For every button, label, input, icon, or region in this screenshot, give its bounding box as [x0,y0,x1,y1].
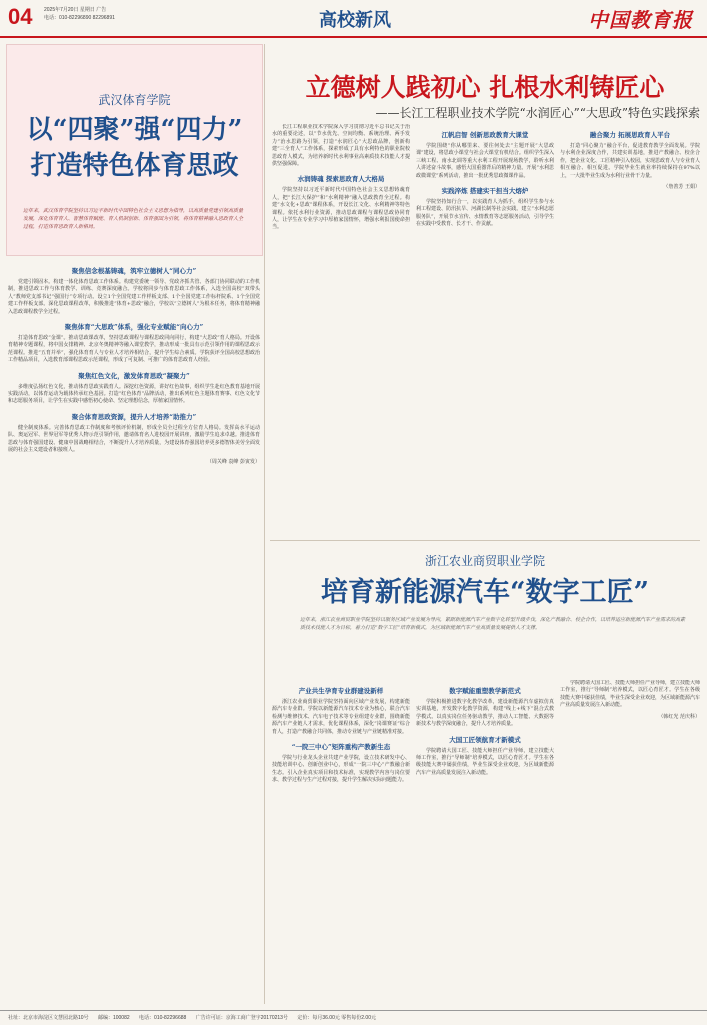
issue-date: 2025年7月20日 星期日 广告 [44,7,107,13]
story2-paragraph: 学院坚持知行合一，以实践育人为抓手，组织学生参与水利工程建设、防汛抗旱、河湖长制等社会实践。建立“水利志愿服务队”，开展节水宣传、水情教育等志愿服务活动，引导学生在实践中受教育、长才干、作贡献。 [416,199,554,228]
masthead-logo: 中国教育报 [588,8,693,32]
editor-line: 电话：010-82296890 82296891 [44,15,115,21]
story1-paragraph: 健全制度体系。完善体育思政工作制度和考核评价机制，形成全员全过程全方位育人格局。发挥高水平运动队、奥运冠军、世界冠军等优秀人物示范引领作用，邀请体育名人进校园开展讲座，激励学生追求卓越。推进体育思政与体育强国建设、健康中国战略相结合，不断提升人才培养质量，为建设体育强国培养更多德智体美劳全面发展的社会主义建设者和接班人。 [8,424,260,454]
story3-authors: （韩红光 范庆科） [658,713,700,720]
footer-phone: 电话：010-82296688 [139,1015,187,1021]
footer-price: 定价：每月36.00元 零售每份2.00元 [297,1015,376,1021]
story2-subtitle: ——长江工程职业技术学院“水润匠心”“大思政”特色实践探索 [375,106,700,120]
story2-paragraph: 学院坚持以习近平新时代中国特色社会主义思想铸魂育人，把“长江大保护”和“水利精神”融入思政教育全过程。构建“水文化+思政”课程体系，开设长江文化、水利精神等特色课程。依托水利行业资源，推动思政课程与课程思政协同育人，让学生在专业学习中厚植家国情怀，增强水利报国使命担当。 [272,187,410,231]
story1-heading: 聚焦信念根基铸魂，筑牢立德树人“同心力” [71,267,197,275]
header-rule [0,36,707,38]
story2-column-3 [560,124,700,534]
story2-heading: 融合聚力 拓展思政育人平台 [589,131,671,139]
story3-school: 浙江农业商贸职业学院 [424,554,545,568]
footer-postcode: 邮编：100082 [97,1015,130,1021]
story2-column-2 [416,124,554,534]
story1-school: 武汉体育学院 [98,93,171,107]
story3-column-2 [416,680,554,1004]
story2-paragraph: 长江工程职业技术学院深入学习贯彻习近平总书记关于治水的重要论述，以“节水优先、空间均衡、系统治理、两手发力”治水思路为引领，打造“水润匠心”大思政品牌，创新构建“三全育人”工作体系，探索形成了具有水利特色的职业院校思政育人模式，为培养新时代水利事业高素质技术技能人才提供坚强保障。 [272,124,410,168]
story3-heading: 产业共生孕育专业群建设新样 [298,687,384,695]
story3-paragraph: 学院积极推进数字化教学改革，建设新能源汽车虚拟仿真实训基地，开发数字化教学资源，构建“线上+线下”混合式教学模式。以真实岗位任务驱动教学，推动人工智能、大数据等新技术与教学深度融合，提升人才培养质量。 [416,699,554,728]
story3-paragraph: 学院与行业龙头企业共建产业学院，设立技术研发中心、技能培训中心、创新创业中心，形成“一院三中心”产教融合新生态。引入企业真实项目和技术标准，实现教学内容与岗位要求、教学过程与生产过程对接，提升学生解决实际问题能力。 [272,755,410,784]
story1-paragraph: 打造体育思政“金课”。推动思政课改革，坚持思政课程与课程思政同向同行，构建“大思政”育人格局。开设体育精神专题课程，将中国女排精神、北京冬奥精神等融入课堂教学，推动形成一批具有示范引领作用的课程思政示范课程。推进“五育并举”，强化体育育人与专业人才培养相结合，提升学生综合素质。学院获评全国高校思想政治工作精品项目，入选教育部课程思政示范课程，形成了可复制、可推广的体育思政育人经验。 [8,335,260,364]
story1-heading: 聚焦红色文化，激发体育思政“凝聚力” [78,371,190,380]
story3-title-box [270,548,700,673]
story-divider [270,540,700,541]
story3-heading: “一院三中心”矩阵重构产教新生态 [291,743,391,752]
story1-body [8,260,260,1004]
section-title: 高校新风 [319,10,391,31]
story3-column-1 [272,680,410,1004]
story3-paragraph: 学院聘请大国工匠、技能大师担任产业导师，建立技能大师工作室，推行“导师制”培养模式，以匠心育匠才。学生在各级技能大赛中屡获佳绩，毕业生深受企业欢迎，为区域新能源汽车产业高质量发展注入新动能。 [416,747,554,776]
story3-intro: 近年来，浙江农业商贸职业学院坚持以服务区域产业发展为导向，紧跟新能源汽车产业数字化转型升级步伐，深化产教融合、校企合作，以培养适应新能源汽车产业需求的高素质技术技能人才为目标，着力打造“数字工匠”培育新模式，为区域新能源汽车产业高质量发展提供人才支撑。 [300,617,686,631]
story2-column-1 [272,124,410,534]
story2-heading: 实践淬炼 搭建实干担当大熔炉 [441,187,529,196]
story2-heading: 水润铸魂 探索思政育人大格局 [297,175,385,184]
story2-authors: （詹善芳 王娟） [663,184,700,191]
column-divider [264,44,265,1004]
story1-authors: （周关峰 袁峰 彭寅发） [206,458,260,465]
story1-title-box [6,44,263,256]
story3-paragraph: 学院聘请大国工匠、技能大师担任产业导师，建立技能大师工作室，推行“导师制”培养模式，以匠心育匠才。学生在各级技能大赛中屡获佳绩，毕业生深受企业欢迎，为区域新能源汽车产业高质量发展注入新动能。 [560,680,700,709]
page-header [0,0,707,38]
story2-paragraph: 打造“同心聚力”融合平台，促进教育教学全面发展。学院与水利企业深度合作，共建实训基地，推进产教融合、校企合作，把企业文化、工匠精神引入校园，实现思政育人与专业育人相互融合、相互促进。学院毕业生就业率持续保持在97%以上，一大批毕业生成为水利行业骨干力量。 [560,143,700,179]
story2-paragraph: 学院围绕“你从哪里来、要往何处去”主题开展“大思政课”建设，将思政小课堂与社会大课堂有机结合。组织学生深入三峡工程、南水北调等重大水利工程开展现场教学，聆听水利人讲述奋斗故事，感悟大国重器背后的精神力量。开展“水利思政微课堂”系列活动，推出一批优秀思政微课作品。 [416,143,554,179]
story3-title: 培育新能源汽车“数字工匠” [320,577,650,608]
page-number: 04 [8,4,33,29]
story3-heading: 数字赋能重塑教学新范式 [449,687,521,695]
story1-heading: 聚合体育思政资源，提升人才培养“助推力” [71,412,197,421]
story1-intro: 近年来，武汉体育学院坚持以习近平新时代中国特色社会主义思想为指导，以高质量党建引领高质量发展，深化体育育人、智慧体育赋能、育人机制创新、体育强国为引领，将体育精神融入思政育人全过程，打造体育思政育人新格局。 [23,208,244,230]
story2-title: 立德树人践初心 扎根水利铸匠心 [305,73,665,102]
story3-paragraph: 浙江农业商贸职业学院坚持面向区域产业发展，构建新能源汽车专业群。学院以新能源汽车技术专业为核心，联合汽车检测与维修技术、汽车电子技术等专业组建专业群，围绕新能源汽车产业链人才需求，优化课程体系，深化“岗课赛证”综合育人，打造产教融合共同体，推动专业链与产业链精准对接。 [272,699,410,735]
footer-address: 社址：北京市海淀区文慧园北路10号 [8,1015,89,1021]
story1-title-line1: 以“四聚”强“四力” [26,115,243,145]
story1-paragraph: 党建引领固本。构建一体化体育思政工作体系。构建党委统一领导、党政齐抓共管、各部门协同联动的工作机制，推进思政工作与体育教学、训练、竞赛深度融合。学校将同步与体育思政工作体系，入选全国高校“双带头人”教师党支部书记“强国行”专项行动。设立1个全国党建工作样板支部、1个全国党建工作标杆院系、1个全国党建工作样板支部。深化思政课程改革，积极推进“体育+思政”融合，学校以“立德树人”为根本任务，将体育精神融入思政课程教学全过程。 [8,279,260,315]
footer-ad-license: 广告许可证：京海工商广登字20170213号 [195,1015,288,1021]
story2-heading: 江帆启智 创新思政教育大课堂 [441,131,529,139]
story1-title-line2: 打造特色体育思政 [30,151,239,181]
page-footer [0,1010,707,1025]
story3-column-3 [560,680,700,1004]
story1-paragraph: 多维度弘扬红色文化，推动体育思政实践育人。深挖红色资源，讲好红色故事，组织学生赴红色教育基地开展实践活动，以体育运动为载体传承红色基因。打造“红色体育”品牌活动，推出系列红色主题体育赛事、红色文化节和志愿服务项目，让学生在实践中感悟初心使命、坚定理想信念，厚植家国情怀。 [8,383,260,405]
story3-heading: 大国工匠领航育才新模式 [449,735,521,744]
story1-heading: 聚焦体育“大思政”体系，强化专业赋能“向心力” [64,323,204,332]
